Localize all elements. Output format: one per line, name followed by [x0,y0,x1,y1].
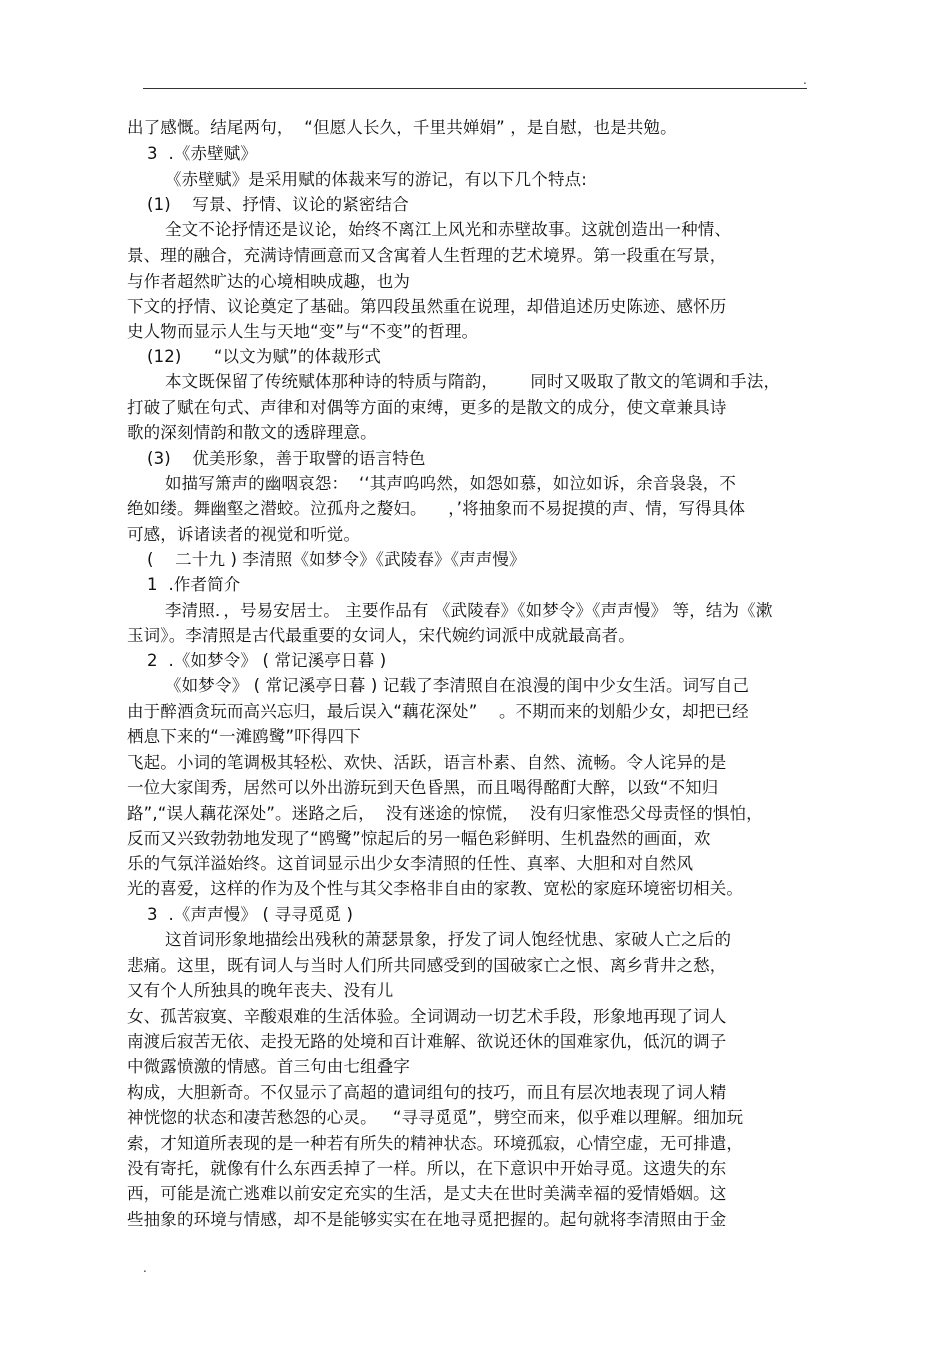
text-line: 歌的深刻情韵和散文的透辟理意。 [127,423,377,442]
text-line: 与作者超然旷达的心境相映成趣，也为 [127,272,411,291]
subsection-heading: (12) “以文为赋”的体裁形式 [147,347,382,366]
text-line: 可感，诉诸读者的视觉和听觉。 [127,525,361,544]
text-line: 《如梦令》 ( 常记溪亭日暮 ) 记载了李清照自在浪漫的闺中少女生活。词写自己 [165,676,750,695]
header-dot: . [803,73,807,87]
text-line: 李清照．，号易安居士。 主要作品有 《武陵春》《如梦令》《声声慢》 等，结为《漱 [165,601,773,620]
text-line: 些抽象的环境与情感，却不是能够实实在在地寻觅把握的。起句就将李清照由于金 [127,1210,727,1229]
section-heading: 2 .《如梦令》 ( 常记溪亭日暮 ) [147,651,387,670]
text-line: 这首词形象地描绘出残秋的萧瑟景象，抒发了词人饱经忧患、家破人亡之后的 [165,930,732,949]
text-line: 乐的气氛洋溢始终。这首词显示出少女李清照的任性、真率、大胆和对自然风 [127,854,694,873]
text-line: 构成，大胆新奇。不仅显示了高超的遣词组句的技巧，而且有层次地表现了词人精 [127,1083,727,1102]
text-line: 西，可能是流亡逃难以前安定充实的生活，是丈夫在世时美满幸福的爱情婚姻。这 [127,1184,727,1203]
text-line: 出了感慨。结尾两句， “但愿人长久，千里共婵娟” ，是自慰，也是共勉。 [127,118,677,137]
section-heading: 3 .《声声慢》 ( 寻寻觅觅 ) [147,905,354,924]
text-line: 打破了赋在句式、声律和对偶等方面的束缚，更多的是散文的成分，使文章兼具诗 [127,398,727,417]
text-line: 南渡后寂苦无依、走投无路的处境和百计难解、欲说还休的国难家仇，低沉的调子 [127,1032,727,1051]
text-line: 悲痛。这里，既有词人与当时人们所共同感受到的国破家亡之恨、离乡背井之愁， [127,956,727,975]
subsection-heading: (3) 优美形象，善于取譬的语言特色 [147,449,426,468]
text-line: 如描写箫声的幽咽哀怨： ‘‘其声呜呜然，如怨如慕，如泣如诉，余音袅袅，不 [165,474,737,493]
text-line: 史人物而显示人生与天地“变”与“不变”的哲理。 [127,322,479,341]
text-line: 本文既保留了传统赋体那种诗的特质与隋韵， 同时又吸取了散文的笔调和手法， [165,372,781,391]
text-line: 玉词》。李清照是古代最重要的女词人，宋代婉约词派中成就最高者。 [127,626,635,645]
text-line: 又有个人所独具的晚年丧夫、没有儿 [127,981,394,1000]
text-line: 栖息下来的“一滩鸥鹭”吓得四下 [127,727,361,746]
text-line: 一位大家闺秀，居然可以外出游玩到天色昏黑，而且喝得酩酊大醉，以致“不知归 [127,778,719,797]
text-line: 全文不论抒情还是议论，始终不离江上风光和赤壁故事。这就创造出一种情、 [165,220,732,239]
text-line: 神恍惚的状态和凄苦愁怨的心灵。 “寻寻觅觅”，劈空而来，似乎难以理解。细加玩 [127,1108,744,1127]
text-line: 由于醉酒贪玩而高兴忘归，最后误入“藕花深处” 。不期而来的划船少女，却把已经 [127,702,749,721]
text-line: 反而又兴致勃勃地发现了“鸥鹭”惊起后的另一幅色彩鲜明、生机盎然的画面，欢 [127,829,711,848]
text-line: 下文的抒情、议论奠定了基础。第四段虽然重在说理，却借追述历史陈迹、感怀历 [127,297,727,316]
text-line: 光的喜爱，这样的作为及个性与其父李格非自由的家教、宽松的家庭环境密切相关。 [127,879,744,898]
text-line: 路”,“误人藕花深处”。迷路之后， 没有迷途的惊慌， 没有归家惟恐父母责怪的惧怕， [127,804,763,823]
subsection-heading: (1) 写景、抒情、议论的紧密结合 [147,195,409,214]
section-heading: 3 .《赤壁赋》 [147,144,258,163]
text-line: 没有寄托，就像有什么东西丢掉了一样。所以，在下意识中开始寻觅。这遗失的东 [127,1159,727,1178]
text-line: 绝如缕。舞幽壑之潜蛟。泣孤舟之嫠妇。 ，’将抽象而不易捉摸的声、情，写得具体 [127,499,746,518]
text-line: 飞起。小词的笔调极其轻松、欢快、活跃，语言朴素、自然、流畅。令人诧异的是 [127,753,727,772]
text-line: 《赤壁赋》是采用赋的体裁来写的游记，有以下几个特点: [165,170,587,189]
text-line: 索，才知道所表现的是一种若有所失的精神状态。环境孤寂，心情空虚，无可排遣， [127,1134,744,1153]
text-line: 女、孤苦寂寞、辛酸艰难的生活体验。全词调动一切艺术手段，形象地再现了词人 [127,1007,727,1026]
footer-dot: . [143,1261,147,1275]
text-line: 中微露愤激的情感。首三句由七组叠字 [127,1057,411,1076]
text-line: 景、理的融合，充满诗情画意而又含寓着人生哲理的艺术境界。第一段重在写景， [127,246,727,265]
chapter-heading: ( 二十九 ) 李清照《如梦令》《武陵春》《声声慢》 [147,550,526,569]
header-rule [143,88,807,89]
section-heading: 1 .作者简介 [147,575,241,594]
